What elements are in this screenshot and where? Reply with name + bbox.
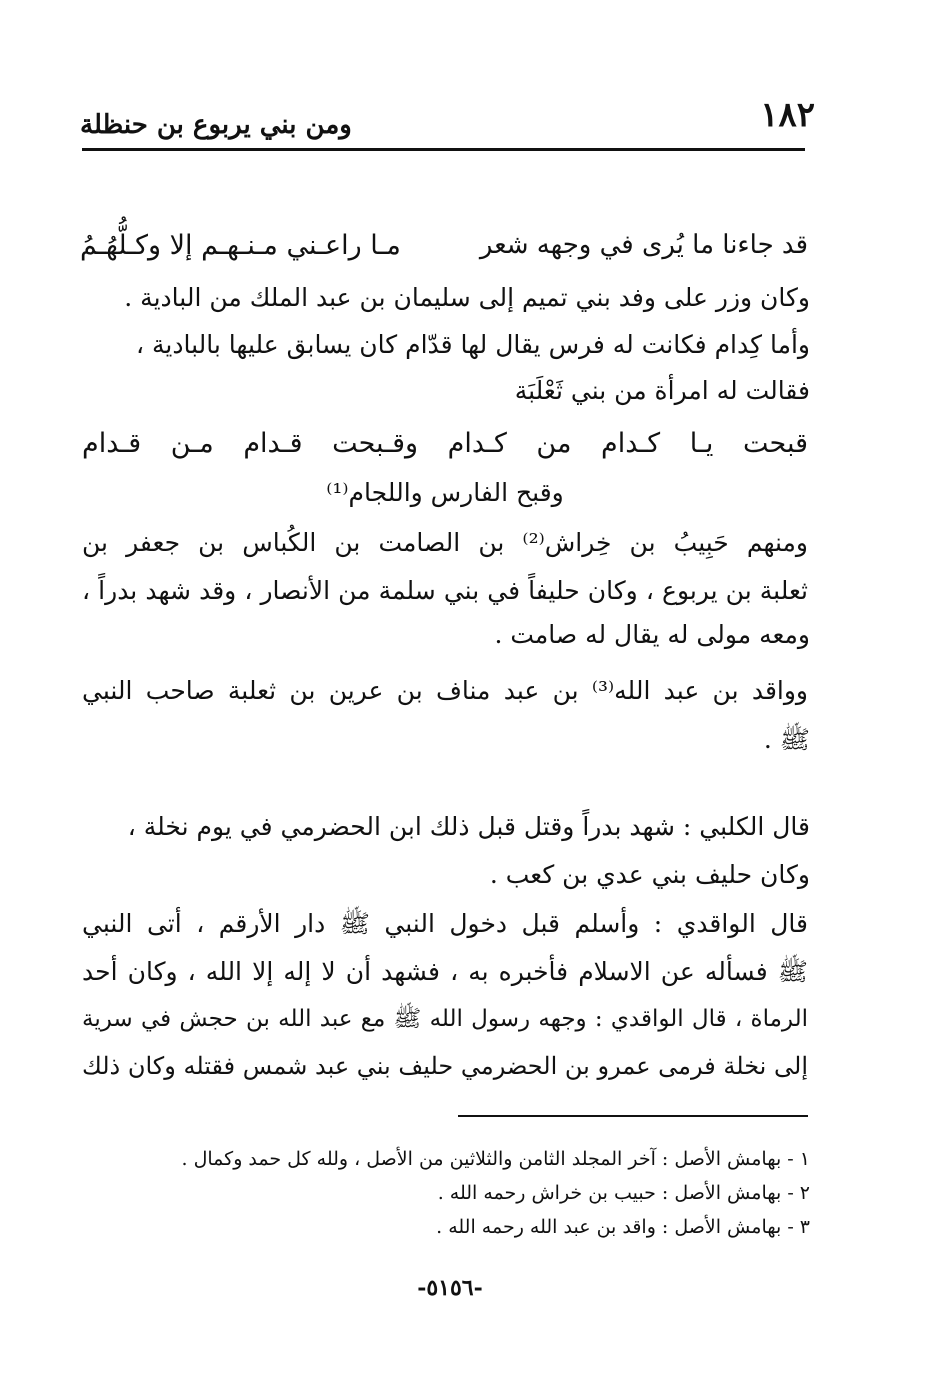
footnote-rule [458,1115,808,1117]
text-line: قال الواقدي : وأسلم قبل دخول النبي ﷺ دار الأرقم ، أتى النبي [82,909,808,938]
text-line: قال الكلبي : شهد بدراً وقتل قبل ذلك ابن الحضرمي في يوم نخلة ، [127,812,810,841]
text-line: ثعلبة بن يربوع ، وكان حليفاً في بني سلمة من الأنصار ، وقد شهد بدراً ، [82,576,808,605]
text-line: ومنهم حَبِيبُ بن خِراش⁽²⁾ بن الصامت بن الكُباس بن جعفر بن [82,528,808,557]
text-line: ﷺ فسأله عن الاسلام فأخبره به ، فشهد أن لا إله إلا الله ، وكان أحد [82,957,808,986]
footnote: ٢ - بهامش الأصل : حبيب بن خراش رحمه الله . [437,1182,810,1204]
text-line: ﷺ . [763,725,810,754]
text-line: وكان حليف بني عدي بن كعب . [489,860,810,889]
header-rule [82,148,805,151]
running-title: ومن بني يربوع بن حنظلة [80,110,352,140]
verse2-line2: وقبح الفارس واللجام⁽¹⁾ [326,478,564,507]
text-line: وواقد بن عبد الله⁽³⁾ بن عبد مناف بن عرين بن ثعلبة صاحب النبي [82,676,808,705]
text-line: الرماة ، قال الواقدي : وجهه رسول الله ﷺ مع عبد الله بن حجش في سرية [82,1006,808,1032]
verse1-right-hemistich: قد جاءنا ما يُرى في وجهه شعر [479,230,808,260]
text-line: وأما كِدام فكانت له فرس يقال لها قدّام كان يسابق عليها بالبادية ، [136,330,810,359]
folio-number: -٥١٥٦- [417,1275,483,1301]
footnote: ٣ - بهامش الأصل : واقد بن عبد الله رحمه الله . [436,1216,810,1238]
text-line: وكان وزر على وفد بني تميم إلى سليمان بن عبد الملك من البادية . [124,283,810,312]
text-line: ومعه مولى له يقال له صامت . [494,620,810,649]
footnote: ١ - بهامش الأصل : آخر المجلد الثامن والثلاثين من الأصل ، ولله كل حمد وكمال . [181,1148,810,1170]
page-number: ١٨٢ [760,95,815,135]
verse2-line1: قبحت يـا كـدام من كـدام وقـبحت قـدام مـن قـدام [82,428,808,459]
text-line: إلى نخلة فرمى عمرو بن الحضرمي حليف بني عبد شمس فقتله وكان ذلك [82,1052,808,1080]
text-line: فقالت له امرأة من بني ثَعْلَبَة [514,376,810,405]
verse1-left-hemistich: مـا راعـني مـنـهـم إلا وكـلُّهُـمُ [80,230,401,261]
